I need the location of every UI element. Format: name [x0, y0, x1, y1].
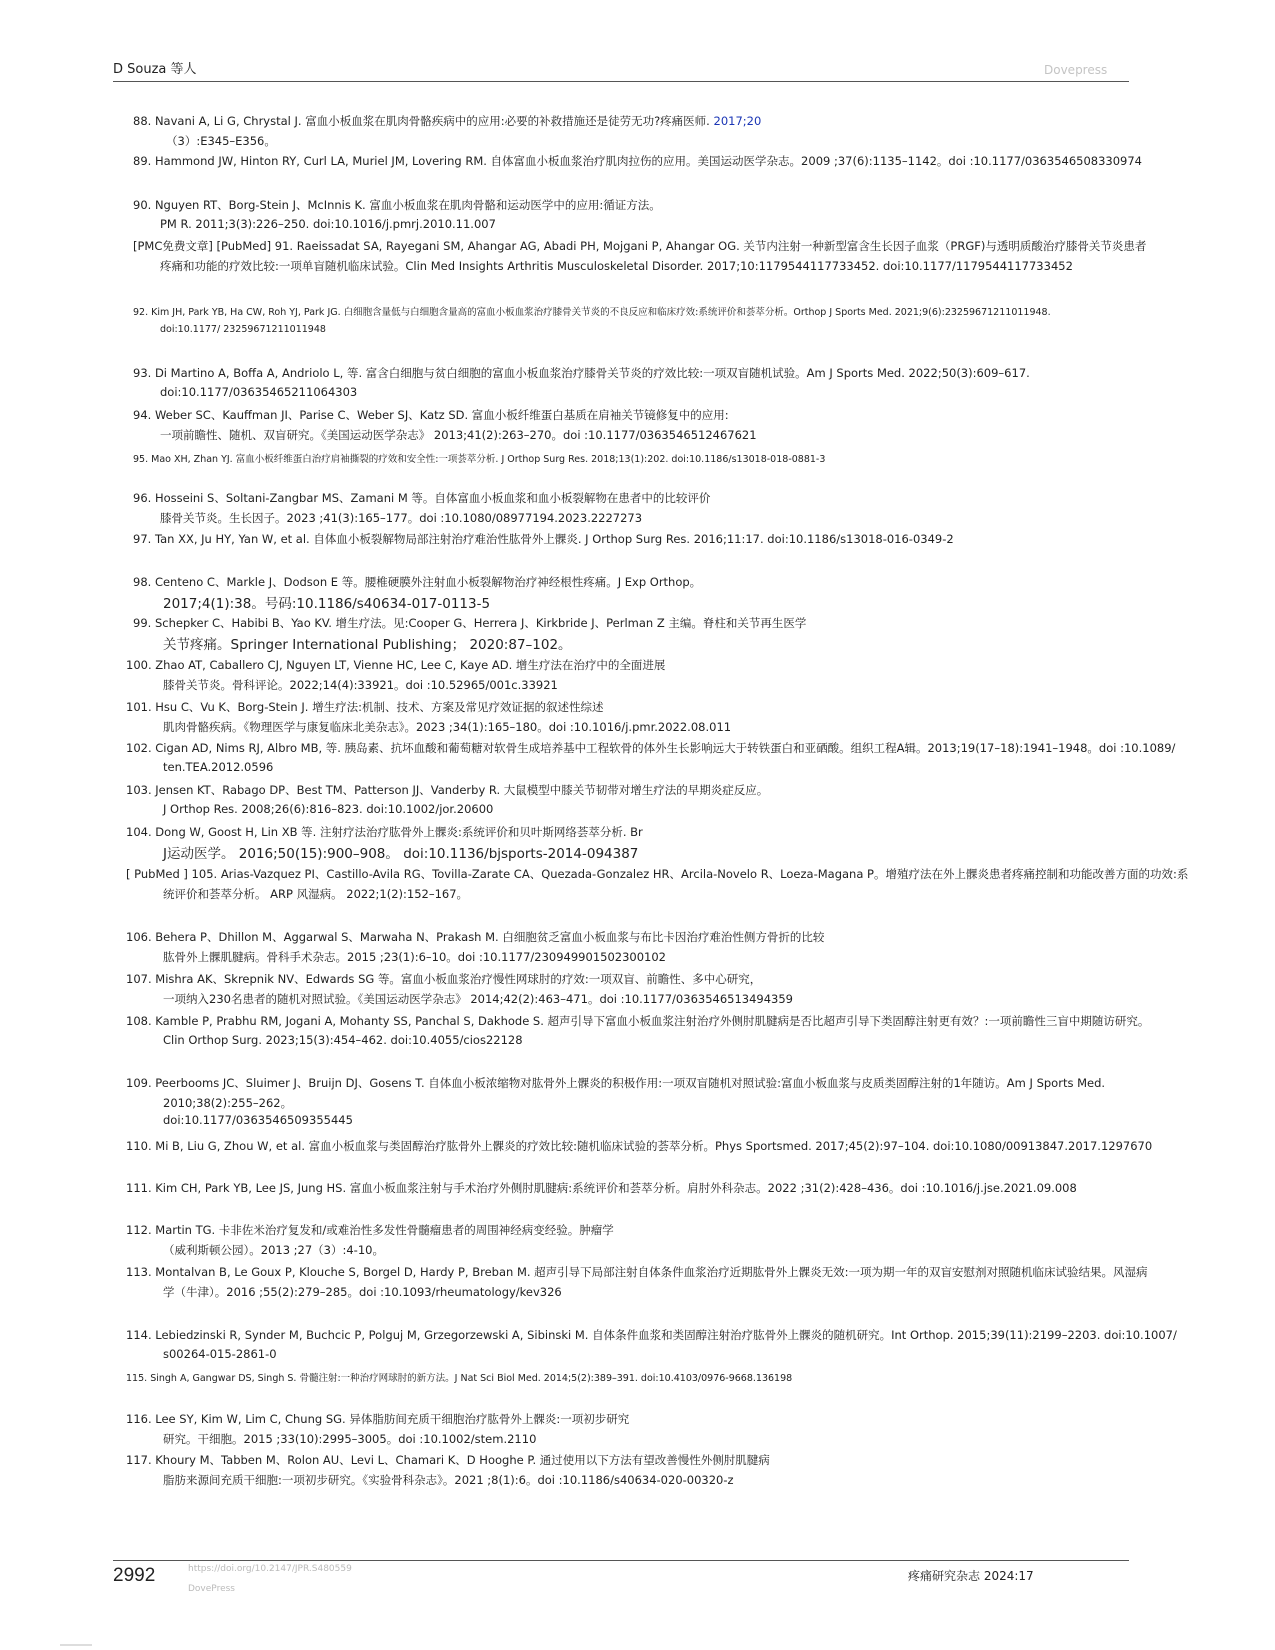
reference-text: Mao XH, Zhan YJ. 富血小板纤维蛋白治疗肩袖撕裂的疗效和安全性:一项荟萃分析. J Orthop Surg Res. 2018;13(1):202. doi:10.1186/s13018-018-0881-3 [151, 454, 826, 465]
reference-number: 92. [133, 307, 149, 318]
reference-number: 104. [126, 825, 152, 839]
reference-text-cont: doi:10.1177/0363546509355445 [163, 1113, 353, 1127]
page-number: 2992 [113, 1565, 156, 1586]
journal-citation: 疼痛研究杂志 2024:17 [908, 1569, 1034, 1583]
reference-number: 99. [133, 616, 152, 630]
doi-link[interactable]: https://doi.org/10.2147/JPR.S480559 [188, 1564, 352, 1574]
reference-number: 114. [126, 1328, 152, 1342]
reference-number: 101. [126, 700, 152, 714]
reference-text: [ PubMed ] 105. Arias-Vazquez PI、Castillo-Avila RG、Tovilla-Zarate CA、Quezada-Gonzalez HR、Arcila-Novelo R、Loeza-Magana P。增殖疗法在外上髁炎患者疼痛控制和功能改善方面的功效:系 [126, 867, 1189, 881]
reference-text-cont: doi:10.1177/03635465211064303 [160, 385, 358, 399]
reference-number: 109. [126, 1076, 152, 1090]
reference-text: Khoury M、Tabben M、Rolon AU、Levi L、Chamari K、D Hooghe P. 通过使用以下方法有望改善慢性外侧肘肌腱病 [155, 1453, 770, 1467]
reference-text-cont: 学（牛津）。2016 ;55(2):279–285。doi :10.1093/rheumatology/kev326 [163, 1285, 562, 1299]
reference-number: 107. [126, 972, 152, 986]
reference-number: 106. [126, 930, 152, 944]
header-rule [113, 81, 1129, 82]
reference-text-cont: J Orthop Res. 2008;26(6):816–823. doi:10.1002/jor.20600 [163, 802, 494, 816]
reference-number: 100. [126, 658, 152, 672]
reference-text-cont: J运动医学。 2016;50(15):900–908。 doi:10.1136/bjsports-2014-094387 [163, 846, 639, 862]
reference-number: 95. [133, 454, 149, 465]
reference-text: Hosseini S、Soltani-Zangbar MS、Zamani M 等。自体富血小板血浆和血小板裂解物在患者中的比较评价 [154, 491, 711, 505]
reference-text: Kim CH, Park YB, Lee JS, Jung HS. 富血小板血浆注射与手术治疗外侧肘肌腱病:系统评价和荟萃分析。肩肘外科杂志。2022 ;31(2):428–436。doi :10.1016/j.jse.2021.09.008 [155, 1181, 1077, 1195]
reference-text: Martin TG. 卡非佐米治疗复发和/或难治性多发性骨髓瘤患者的周围神经病变经验。肿瘤学 [155, 1223, 614, 1237]
corner-mark [60, 1644, 92, 1646]
reference-text-cont: ten.TEA.2012.0596 [163, 760, 274, 774]
reference-text: Jensen KT、Rabago DP、Best TM、Patterson JJ、Vanderby R. 大鼠模型中膝关节韧带对增生疗法的早期炎症反应。 [155, 783, 769, 797]
reference-text: Peerbooms JC、Sluimer J、Bruijn DJ、Gosens T. 自体血小板浓缩物对肱骨外上髁炎的积极作用:一项双盲随机对照试验:富血小板血浆与皮质类固醇注射的1年随访。Am J Sports Med. [155, 1076, 1106, 1090]
reference-text-cont: （3）:E345–E356。 [166, 134, 276, 148]
reference-number: 111. [126, 1181, 152, 1195]
reference-text: Dong W, Goost H, Lin XB 等. 注射疗法治疗肱骨外上髁炎:系统评价和贝叶斯网络荟萃分析. Br [155, 825, 643, 839]
reference-text-cont: 肌肉骨骼疾病。《物理医学与康复临床北美杂志》。2023 ;34(1):165–180。doi :10.1016/j.pmr.2022.08.011 [163, 720, 732, 734]
reference-text: Lebiedzinski R, Synder M, Buchcic P, Polguj M, Grzegorzewski A, Sibinski M. 自体条件血浆和类固醇注射治疗肱骨外上髁炎的随机研究。Int Orthop. 2015;39(11):2199–2203. doi:10.1007/ [155, 1328, 1177, 1342]
reference-text: Mi B, Liu G, Zhou W, et al. 富血小板血浆与类固醇治疗肱骨外上髁炎的疗效比较:随机临床试验的荟萃分析。Phys Sportsmed. 2017;45(2):97–104. doi:10.1080/00913847.2017.1297670 [155, 1139, 1153, 1153]
reference-text: Singh A, Gangwar DS, Singh S. 骨髓注射:一种治疗网球肘的新方法。J Nat Sci Biol Med. 2014;5(2):389–391. doi:10.4103/0976-9668.136198 [150, 1373, 793, 1384]
reference-text: Cigan AD, Nims RJ, Albro MB, 等. 胰岛素、抗坏血酸和葡萄糖对软骨生成培养基中工程软骨的体外生长影响远大于转铁蛋白和亚硒酸。组织工程A辑。2013;19(17–18):1941–1948。doi :10.1089/ [155, 741, 1176, 755]
reference-number: 117. [126, 1453, 152, 1467]
reference-text: Tan XX, Ju HY, Yan W, et al. 自体血小板裂解物局部注射治疗难治性肱骨外上髁炎. J Orthop Surg Res. 2016;11:17. doi:10.1186/s13018-016-0349-2 [154, 532, 954, 546]
reference-text: Mishra AK、Skrepnik NV、Edwards SG 等。富血小板血浆治疗慢性网球肘的疗效:一项双盲、前瞻性、多中心研究， [155, 972, 762, 986]
reference-number: 110. [126, 1139, 152, 1153]
running-header-author: D Souza 等人 [113, 62, 197, 77]
footer-publisher: DovePress [188, 1584, 235, 1594]
reference-number: 93. [133, 366, 152, 380]
reference-text-cont: s00264-015-2861-0 [163, 1347, 277, 1361]
reference-number: 88. [133, 114, 152, 128]
reference-number: 94. [133, 408, 152, 422]
reference-number: 89. [133, 154, 152, 168]
reference-text: Lee SY, Kim W, Lim C, Chung SG. 异体脂肪间充质干细胞治疗肱骨外上髁炎:一项初步研究 [155, 1412, 630, 1426]
reference-text: [PMC免费文章] [PubMed] 91. Raeissadat SA, Rayegani SM, Ahangar AG, Abadi PH, Mojgani P, Ahangar OG. 关节内注射一种新型富含生长因子血浆（PRGF)与透明质酸治疗膝骨关节炎患者 [133, 239, 1147, 253]
reference-text: Weber SC、Kauffman JI、Parise C、Weber SJ、Katz SD. 富血小板纤维蛋白基质在肩袖关节镜修复中的应用: [154, 408, 729, 422]
reference-number: 98. [133, 575, 152, 589]
reference-text-cont: doi:10.1177/ 23259671211011948 [160, 324, 326, 335]
reference-text: Montalvan B, Le Goux P, Klouche S, Borgel D, Hardy P, Breban M. 超声引导下局部注射自体条件血浆治疗近期肱骨外上髁炎无效:一项为期一年的双盲安慰剂对照随机临床试验结果。风湿病 [155, 1265, 1148, 1279]
reference-text: Centeno C、Markle J、Dodson E 等。腰椎硬膜外注射血小板裂解物治疗神经根性疼痛。J Exp Orthop。 [154, 575, 702, 589]
footer-rule [113, 1560, 1129, 1561]
reference-number: 113. [126, 1265, 152, 1279]
reference-text: Hsu C、Vu K、Borg-Stein J. 增生疗法:机制、技术、方案及常见疗效证据的叙述性综述 [155, 700, 604, 714]
reference-text-cont: 一项纳入230名患者的随机对照试验。《美国运动医学杂志》 2014;42(2):463–471。doi :10.1177/0363546513494359 [163, 992, 793, 1006]
reference-text-cont: 一项前瞻性、随机、双盲研究。《美国运动医学杂志》 2013;41(2):263–270。doi :10.1177/0363546512467621 [160, 428, 757, 442]
reference-number: 102. [126, 741, 152, 755]
reference-text-cont: （威利斯顿公园）。2013 ;27（3）:4-10。 [163, 1243, 384, 1257]
reference-text-cont: 统评价和荟萃分析。 ARP 风湿病。 2022;1(2):152–167。 [163, 887, 469, 901]
reference-text-cont: PM R. 2011;3(3):226–250. doi:10.1016/j.pmrj.2010.11.007 [160, 217, 496, 231]
reference-text: Kim JH, Park YB, Ha CW, Roh YJ, Park JG. 白细胞含量低与白细胞含量高的富血小板血浆治疗膝骨关节炎的不良反应和临床疗效:系统评价和荟萃分析。Orthop J Sports Med. 2021;9(6):23259671211011948. [151, 307, 1051, 318]
reference-text-cont: 膝骨关节炎。骨科评论。2022;14(4):33921。doi :10.52965/001c.33921 [163, 678, 558, 692]
reference-text: Di Martino A, Boffa A, Andriolo L, 等. 富含白细胞与贫白细胞的富血小板血浆治疗膝骨关节炎的疗效比较:一项双盲随机试验。Am J Sports Med. 2022;50(3):609–617. [154, 366, 1030, 380]
reference-text-cont: 关节疼痛。Springer International Publishing； 2020:87–102。 [163, 637, 572, 653]
reference-number: 97. [133, 532, 152, 546]
reference-text-cont: 膝骨关节炎。生长因子。2023 ;41(3):165–177。doi :10.1080/08977194.2023.2227273 [160, 511, 643, 525]
reference-text-cont: 研究。干细胞。2015 ;33(10):2995–3005。doi :10.1002/stem.2110 [163, 1432, 537, 1446]
reference-text: Kamble P, Prabhu RM, Jogani A, Mohanty SS, Panchal S, Dakhode S. 超声引导下富血小板血浆注射治疗外侧肘肌腱病是否比超声引导下类固醇注射更有效？:一项前瞻性三盲中期随访研究。 [155, 1014, 1150, 1028]
reference-text: Behera P、Dhillon M、Aggarwal S、Marwaha N、Prakash M. 白细胞贫乏富血小板血浆与布比卡因治疗难治性侧方骨折的比较 [155, 930, 825, 944]
reference-number: 103. [126, 783, 152, 797]
reference-number: 112. [126, 1223, 152, 1237]
reference-number: 115. [126, 1373, 148, 1384]
reference-text-cont: 2017;4(1):38。号码:10.1186/s40634-017-0113-5 [163, 596, 491, 612]
reference-text: Hammond JW, Hinton RY, Curl LA, Muriel JM, Lovering RM. 自体富血小板血浆治疗肌肉拉伤的应用。美国运动医学杂志。2009 ;37(6):1135–1142。doi :10.1177/0363546508330974 [154, 154, 1142, 168]
reference-text: Schepker C、Habibi B、Yao KV. 增生疗法。见:Cooper G、Herrera J、Kirkbride J、Perlman Z 主编。脊柱和关节再生医学 [154, 616, 807, 630]
running-header-publisher: Dovepress [1044, 63, 1108, 77]
reference-text-cont: Clin Orthop Surg. 2023;15(3):454–462. doi:10.4055/cios22128 [163, 1033, 523, 1047]
reference-text-cont: 肱骨外上髁肌腱病。骨科手术杂志。2015 ;23(1):6–10。doi :10.1177/230949901502300102 [163, 950, 666, 964]
reference-number: 96. [133, 491, 152, 505]
reference-number: 108. [126, 1014, 152, 1028]
reference-link[interactable]: 2017;20 [713, 114, 762, 128]
reference-text: Nguyen RT、Borg-Stein J、McInnis K. 富血小板血浆在肌肉骨骼和运动医学中的应用:循证方法。 [154, 198, 661, 212]
reference-number: 90. [133, 198, 152, 212]
reference-number: 116. [126, 1412, 152, 1426]
reference-text: Zhao AT, Caballero CJ, Nguyen LT, Vienne HC, Lee C, Kaye AD. 增生疗法在治疗中的全面进展 [155, 658, 666, 672]
reference-text-cont: 脂肪来源间充质干细胞:一项初步研究。《实验骨科杂志》。2021 ;8(1):6。doi :10.1186/s40634-020-00320-z [163, 1473, 734, 1487]
reference-text-cont: 2010;38(2):255–262。 [163, 1096, 293, 1110]
reference-text-cont: 疼痛和功能的疗效比较:一项单盲随机临床试验。Clin Med Insights Arthritis Musculoskeletal Disorder. 2017;10:1179544117733452. doi:10.1177/1179544117733452 [160, 259, 1073, 273]
reference-text: Navani A, Li G, Chrystal J. 富血小板血浆在肌肉骨骼疾病中的应用:必要的补救措施还是徒劳无功?疼痛医师. [154, 114, 714, 128]
